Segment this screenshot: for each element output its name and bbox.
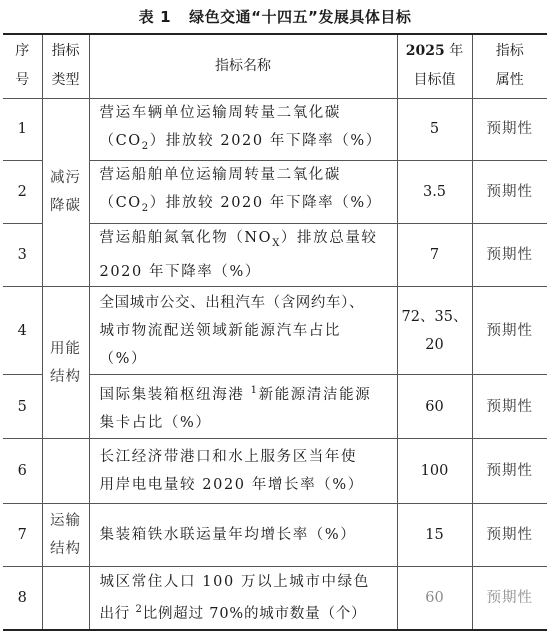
target-value: 60 [397,375,472,439]
header-attr [472,34,547,98]
table-row [3,98,547,161]
subscript: 2 [141,203,150,215]
category-empty [42,439,89,504]
superscript: 2 [135,604,143,616]
header-type-line2: 类型 [51,72,80,89]
indicator-name-line3: （%） [99,350,148,367]
category-empty [42,567,89,630]
indicator-name-line2 [100,127,391,161]
indicator-name-line1: 营运船舶单位运输周转量二氧化碳 [99,167,341,184]
indicator-name-line2: 城市物流配送领域新能源汽车占比 [99,322,341,339]
text-part: ）排放较 2020 年下降率（%） [149,195,382,212]
indicator-attribute: 预期性 [472,375,547,439]
row-number: 4 [3,287,42,375]
indicator-name [89,375,397,439]
indicator-name [89,439,397,504]
indicator-name-line2: 用岸电电量较 2020 年增长率（%） [99,477,364,494]
target-value-line2: 20 [425,336,444,353]
text-part: （CO [99,132,142,149]
target-value: 3.5 [397,161,472,224]
row-number: 6 [3,439,42,504]
text-part: ）排放较 2020 年下降率（%） [149,132,382,149]
category-energy-line1: 用能 [50,340,81,357]
indicator-name [89,287,397,375]
indicator-attribute: 预期性 [472,161,547,224]
target-value: 100 [397,439,472,504]
targets-table [3,33,547,631]
text-part: 国际集装箱枢纽海港 [99,386,245,403]
category-transport-line1: 运输 [50,513,81,530]
table-row [3,504,547,567]
table-row [3,567,547,630]
indicator-name-line1: 全国城市公交、出租汽车（含网约车）、 [99,294,365,311]
target-value: 60 [397,567,472,630]
text-part: ）排放总量较 [280,230,378,247]
indicator-name-line1 [100,224,391,258]
header-target [397,34,472,98]
header-seq-line2: 号 [15,72,30,89]
table-caption [0,4,550,30]
target-value: 5 [397,98,472,161]
subscript: 2 [141,140,150,152]
indicator-name [89,567,397,630]
subscript: X [272,238,281,250]
text-part: 出行 [99,606,131,623]
row-number: 5 [3,375,42,439]
row-number: 7 [3,504,42,567]
indicator-name-line2 [100,596,391,628]
indicator-name [89,161,397,224]
indicator-name-line2: 集卡占比（%） [99,414,212,431]
category-pollution-line1: 减污 [50,170,81,187]
header-seq-line1: 序 [15,43,30,60]
target-value: 15 [397,504,472,567]
indicator-name-line1 [100,377,391,409]
category-pollution [42,98,89,287]
table-header-row [3,34,547,98]
indicator-name-line1: 城区常住人口 100 万以上城市中绿色 [99,574,370,591]
header-attr-line1: 指标 [495,43,524,60]
table-row [3,439,547,504]
indicator-attribute: 预期性 [472,98,547,161]
caption-label: 表 [138,8,155,26]
text-part: 营运船舶氮氧化物（NO [99,230,273,247]
text-part: 比例超过 70%的城市数量（个） [142,606,367,623]
header-name: 指标名称 [89,34,397,98]
category-pollution-line2: 降碳 [50,198,81,215]
indicator-name-line1: 长江经济带港口和水上服务区当年使 [99,449,358,466]
indicator-name-line1: 营运车辆单位运输周转量二氧化碳 [99,104,341,121]
table-row [3,287,547,375]
indicator-name-line2: 2020 年下降率（%） [99,264,261,281]
text-part: 新能源清洁能源 [258,386,372,403]
indicator-name: 集装箱铁水联运量年均增长率（%） [89,504,397,567]
superscript: 1 [250,384,259,396]
row-number: 3 [3,224,42,287]
row-number: 8 [3,567,42,630]
text-part: （CO [99,195,142,212]
indicator-name [89,98,397,161]
target-value: 7 [397,224,472,287]
indicator-attribute: 预期性 [472,224,547,287]
header-target-year: 2025 [405,43,445,60]
indicator-attribute: 预期性 [472,504,547,567]
header-seq [3,34,42,98]
header-type-line1: 指标 [51,43,80,60]
target-value [397,287,472,375]
header-attr-line2: 属性 [495,72,524,89]
row-number: 1 [3,98,42,161]
indicator-attribute: 预期性 [472,567,547,630]
target-value-line1: 72、35、 [401,308,468,325]
caption-number: 1 [160,8,172,26]
header-type [42,34,89,98]
indicator-attribute: 预期性 [472,287,547,375]
category-energy-line2: 结构 [50,368,81,385]
category-transport [42,504,89,567]
category-energy [42,287,89,439]
row-number: 2 [3,161,42,224]
indicator-name [89,224,397,287]
category-transport-line2: 结构 [50,541,81,558]
header-target-line2: 目标值 [413,72,456,89]
indicator-attribute: 预期性 [472,439,547,504]
caption-title: 绿色交通“十四五”发展具体目标 [189,8,412,26]
indicator-name-line2 [100,189,391,223]
header-target-unit: 年 [449,43,464,60]
header-target-line1 [398,37,472,66]
